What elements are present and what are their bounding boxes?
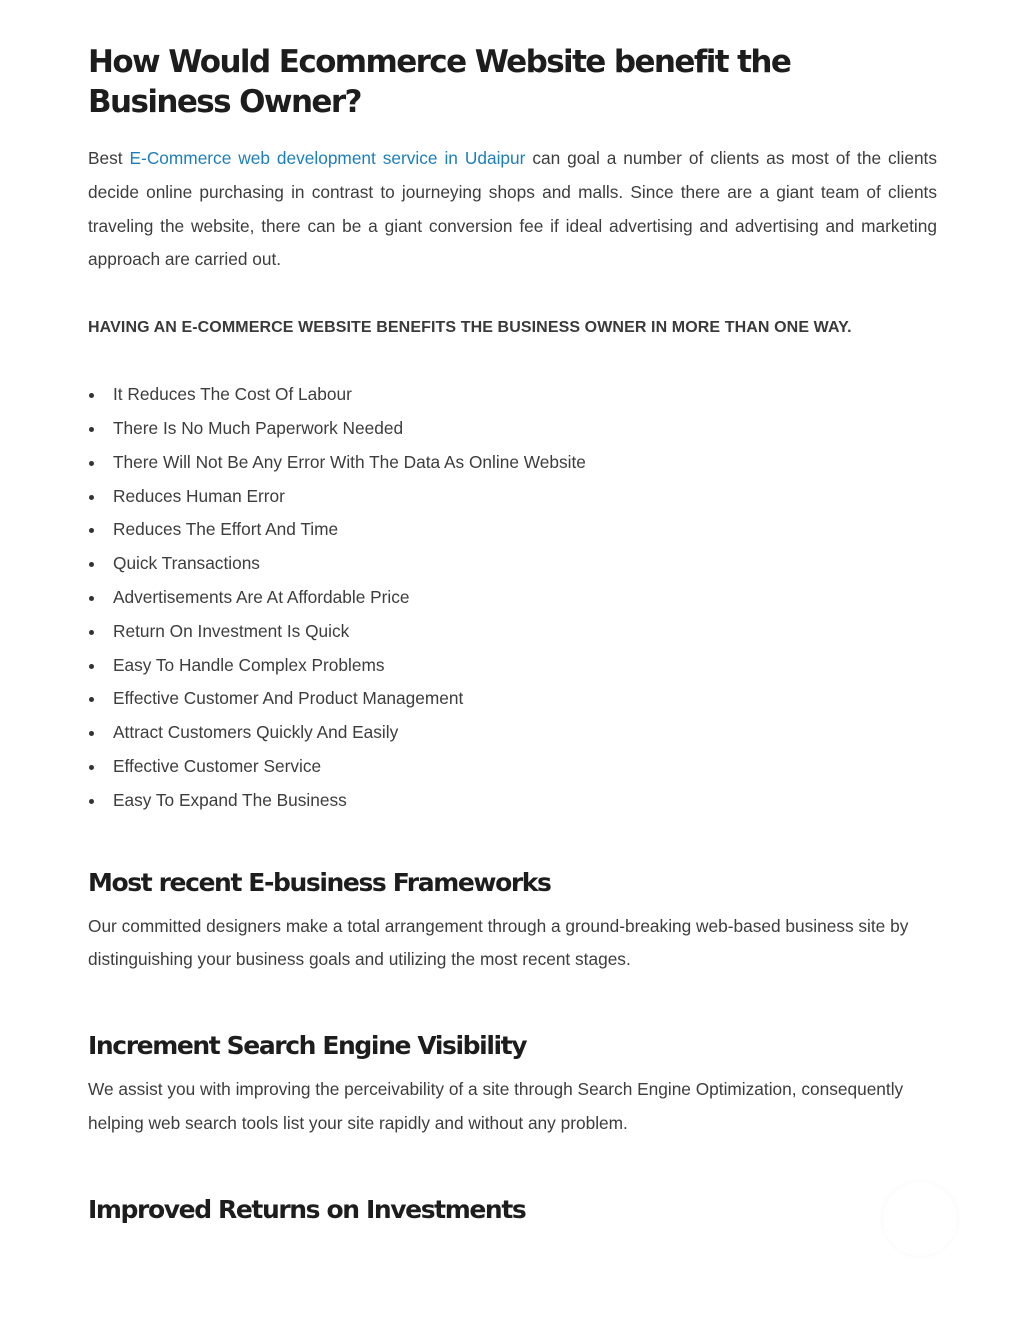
list-item [88,412,937,446]
list-item [88,446,937,480]
bullet-icon [89,461,94,466]
bullet-icon [89,495,94,500]
intro-text-end: can goal a number of clients as most of the clients decide online purchasing in contrast to journeying shops and malls. Since there are a giant team of clients traveling the website, there can be a giant conversion fee if ideal advertising and advertising and marketing approach are carried out. [88,148,937,270]
article [88,42,937,1227]
list-item-label: Easy To Handle Complex Problems [113,654,385,675]
list-item [88,547,937,581]
ecommerce-service-link[interactable]: E-Commerce web development service in Udaipur [129,148,526,168]
list-item [88,615,937,649]
section-heading: Improved Returns on Investments [88,1194,526,1224]
bullet-icon [89,697,94,702]
bullet-icon [89,731,94,736]
list-item-label: There Is No Much Paperwork Needed [113,417,404,438]
list-item-label: Effective Customer And Product Management [113,688,464,709]
list-item [88,378,937,412]
section-heading: Most recent E-business Frameworks [88,867,551,897]
list-item [88,649,937,683]
bullet-icon [89,427,94,432]
section-returns-investments [88,1193,937,1227]
section-paragraph: We assist you with improving the perceivability of a site through Search Engine Optimization, consequently helping web search tools list your site rapidly and without any problem. [88,1079,904,1133]
section-ebusiness-frameworks [88,866,937,978]
list-item-label: It Reduces The Cost Of Labour [113,384,352,405]
intro-paragraph [88,142,937,277]
list-item-label: Return On Investment Is Quick [113,620,350,641]
bullet-icon [89,630,94,635]
list-item-label: Reduces Human Error [113,485,285,506]
list-item-label: Effective Customer Service [113,755,322,776]
list-item [88,716,937,750]
list-item-label: There Will Not Be Any Error With The Data As Online Website [113,451,586,472]
list-item-label: Advertisements Are At Affordable Price [113,586,410,607]
bullet-icon [89,596,94,601]
benefits-list [88,378,937,817]
list-item [88,581,937,615]
bullet-icon [89,664,94,669]
list-item [88,750,937,784]
intro-text-start: Best [88,148,130,168]
list-item-label: Quick Transactions [113,553,260,574]
bullet-icon [89,528,94,533]
bullet-icon [89,765,94,770]
bullet-icon [89,799,94,804]
section-heading: Increment Search Engine Visibility [88,1031,527,1061]
list-item [88,480,937,514]
list-item-label: Reduces The Effort And Time [113,519,339,540]
bullet-icon [89,562,94,567]
list-item [88,682,937,716]
list-item-label: Attract Customers Quickly And Easily [113,722,399,743]
page-title: How Would Ecommerce Website benefit the Business Owner? [88,44,791,120]
floating-circle-button[interactable] [883,1182,957,1256]
list-item-label: Easy To Expand The Business [113,789,347,810]
section-paragraph: Our committed designers make a total arrangement through a ground-breaking web-based business site by distinguishing your business goals and utilizing the most recent stages. [88,915,909,970]
section-search-visibility [88,1029,937,1141]
bullet-icon [89,393,94,398]
list-item [88,784,937,818]
benefits-subheading: HAVING AN E-COMMERCE WEBSITE BENEFITS THE BUSINESS OWNER IN MORE THAN ONE WAY. [88,319,852,337]
list-item [88,513,937,547]
